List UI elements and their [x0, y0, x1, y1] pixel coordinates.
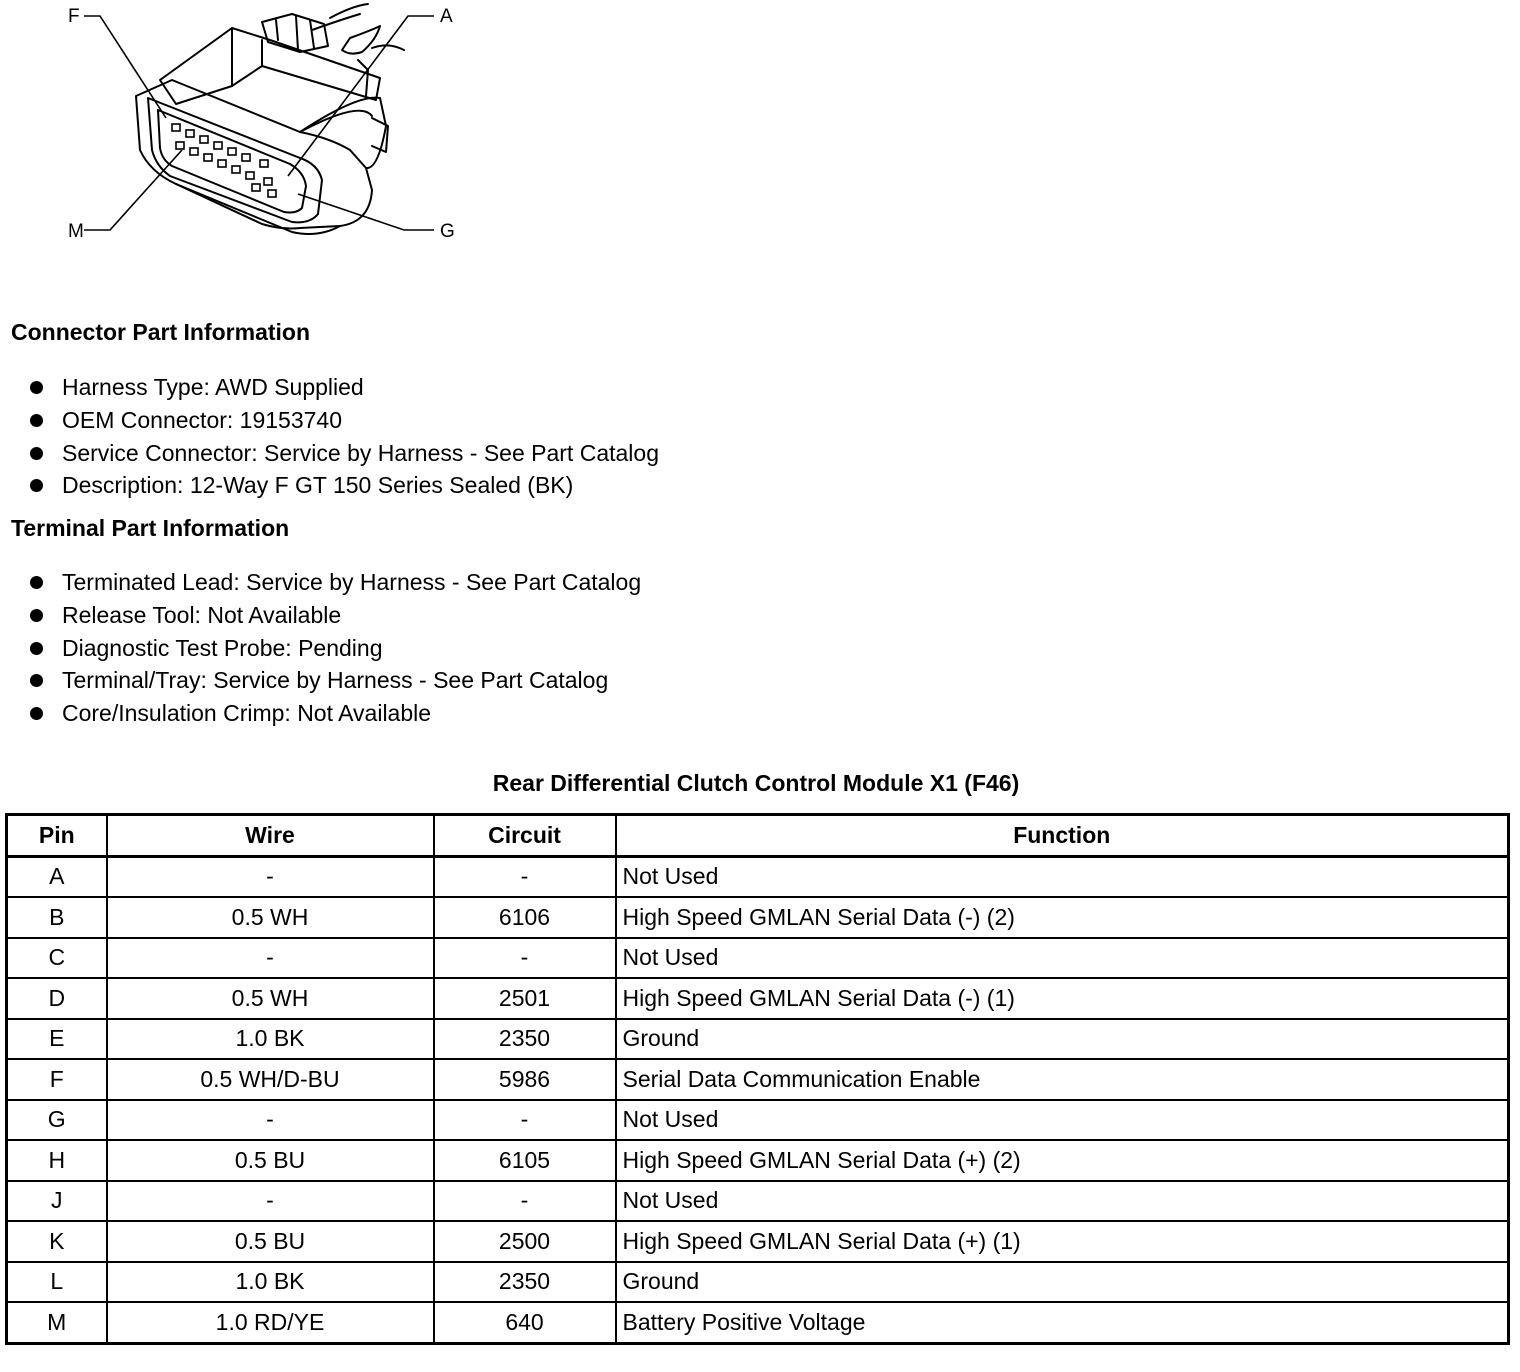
terminal-info-item: Terminal/Tray: Service by Harness - See Part Catalog [62, 667, 609, 694]
bullet-icon [30, 414, 43, 427]
terminal-info-list [28, 566, 641, 730]
table-row [7, 1181, 1509, 1222]
wire-cell: 0.5 BU [107, 1221, 434, 1262]
callout-label-m: M [68, 221, 84, 242]
circuit-cell: 6105 [434, 1140, 616, 1181]
wire-cell: - [107, 938, 434, 979]
circuit-cell: 5986 [434, 1059, 616, 1100]
pin-cell: H [7, 1140, 107, 1181]
connector-info-item: OEM Connector: 19153740 [62, 406, 343, 433]
table-header-row [7, 815, 1509, 857]
function-cell: Not Used [616, 1181, 1509, 1222]
bullet-icon [30, 707, 43, 720]
bullet-icon [30, 479, 43, 492]
list-item [28, 697, 641, 730]
circuit-cell: - [434, 1100, 616, 1141]
circuit-cell: 640 [434, 1302, 616, 1343]
circuit-cell: - [434, 856, 616, 897]
function-cell: High Speed GMLAN Serial Data (-) (1) [616, 978, 1509, 1019]
terminal-info-item: Release Tool: Not Available [62, 601, 342, 628]
table-row [7, 856, 1509, 897]
pin-table-caption: Rear Differential Clutch Control Module X1 (F46) [492, 770, 1020, 796]
wire-cell: 0.5 BU [107, 1140, 434, 1181]
terminal-info-item: Diagnostic Test Probe: Pending [62, 634, 383, 661]
list-item [28, 664, 641, 697]
wire-cell: 0.5 WH [107, 978, 434, 1019]
pin-cell: D [7, 978, 107, 1019]
list-item [28, 469, 659, 502]
terminal-info-item: Core/Insulation Crimp: Not Available [62, 700, 432, 727]
table-row [7, 1262, 1509, 1303]
function-cell: High Speed GMLAN Serial Data (+) (2) [616, 1140, 1509, 1181]
table-row [7, 1059, 1509, 1100]
pin-cell: G [7, 1100, 107, 1141]
circuit-cell: 6106 [434, 897, 616, 938]
table-row [7, 897, 1509, 938]
list-item [28, 599, 641, 632]
callout-label-a: A [440, 6, 453, 27]
list-item [28, 566, 641, 599]
bullet-icon [30, 642, 43, 655]
table-row [7, 1140, 1509, 1181]
table-row [7, 1302, 1509, 1343]
function-cell: High Speed GMLAN Serial Data (-) (2) [616, 897, 1509, 938]
function-column-header: Function [616, 815, 1509, 857]
circuit-cell: - [434, 938, 616, 979]
function-cell: Not Used [616, 1100, 1509, 1141]
pin-cell: J [7, 1181, 107, 1222]
circuit-column-header: Circuit [434, 815, 616, 857]
terminal-info-title: Terminal Part Information [11, 515, 290, 541]
bullet-icon [30, 609, 43, 622]
bullet-icon [30, 576, 43, 589]
connector-illustration [0, 0, 480, 270]
pin-cell: A [7, 856, 107, 897]
table-row [7, 978, 1509, 1019]
connector-info-item: Service Connector: Service by Harness - See Part Catalog [62, 439, 659, 466]
pin-cell: F [7, 1059, 107, 1100]
function-cell: Not Used [616, 856, 1509, 897]
circuit-cell: 2350 [434, 1019, 616, 1060]
callout-label-g: G [440, 221, 455, 242]
list-item [28, 404, 659, 437]
connector-info-list [28, 371, 659, 502]
circuit-cell: - [434, 1181, 616, 1222]
wire-cell: 1.0 RD/YE [107, 1302, 434, 1343]
function-cell: Serial Data Communication Enable [616, 1059, 1509, 1100]
function-cell: Ground [616, 1019, 1509, 1060]
connector-info-item: Description: 12-Way F GT 150 Series Sealed (BK) [62, 472, 574, 499]
wire-cell: 1.0 BK [107, 1262, 434, 1303]
table-row [7, 1100, 1509, 1141]
table-row [7, 1019, 1509, 1060]
function-cell: Battery Positive Voltage [616, 1302, 1509, 1343]
bullet-icon [30, 674, 43, 687]
wire-cell: 1.0 BK [107, 1019, 434, 1060]
pin-table [5, 813, 1510, 1345]
bullet-icon [30, 447, 43, 460]
list-item [28, 371, 659, 404]
bullet-icon [30, 381, 43, 394]
wire-cell: 0.5 WH [107, 897, 434, 938]
circuit-cell: 2350 [434, 1262, 616, 1303]
wire-column-header: Wire [107, 815, 434, 857]
pin-cell: M [7, 1302, 107, 1343]
pin-cell: C [7, 938, 107, 979]
list-item [28, 632, 641, 665]
circuit-cell: 2500 [434, 1221, 616, 1262]
wire-cell: - [107, 1100, 434, 1141]
function-cell: High Speed GMLAN Serial Data (+) (1) [616, 1221, 1509, 1262]
pin-cell: L [7, 1262, 107, 1303]
pin-column-header: Pin [7, 815, 107, 857]
pin-cell: K [7, 1221, 107, 1262]
terminal-info-item: Terminated Lead: Service by Harness - See Part Catalog [62, 569, 642, 595]
pin-cell: B [7, 897, 107, 938]
wire-cell: - [107, 1181, 434, 1222]
function-cell: Ground [616, 1262, 1509, 1303]
wire-cell: - [107, 856, 434, 897]
function-cell: Not Used [616, 938, 1509, 979]
connector-info-item: Harness Type: AWD Supplied [62, 374, 364, 400]
table-row [7, 938, 1509, 979]
connector-info-title: Connector Part Information [11, 319, 311, 345]
table-row [7, 1221, 1509, 1262]
callout-label-f: F [68, 6, 80, 27]
wire-cell: 0.5 WH/D-BU [107, 1059, 434, 1100]
circuit-cell: 2501 [434, 978, 616, 1019]
list-item [28, 437, 659, 470]
pin-cell: E [7, 1019, 107, 1060]
